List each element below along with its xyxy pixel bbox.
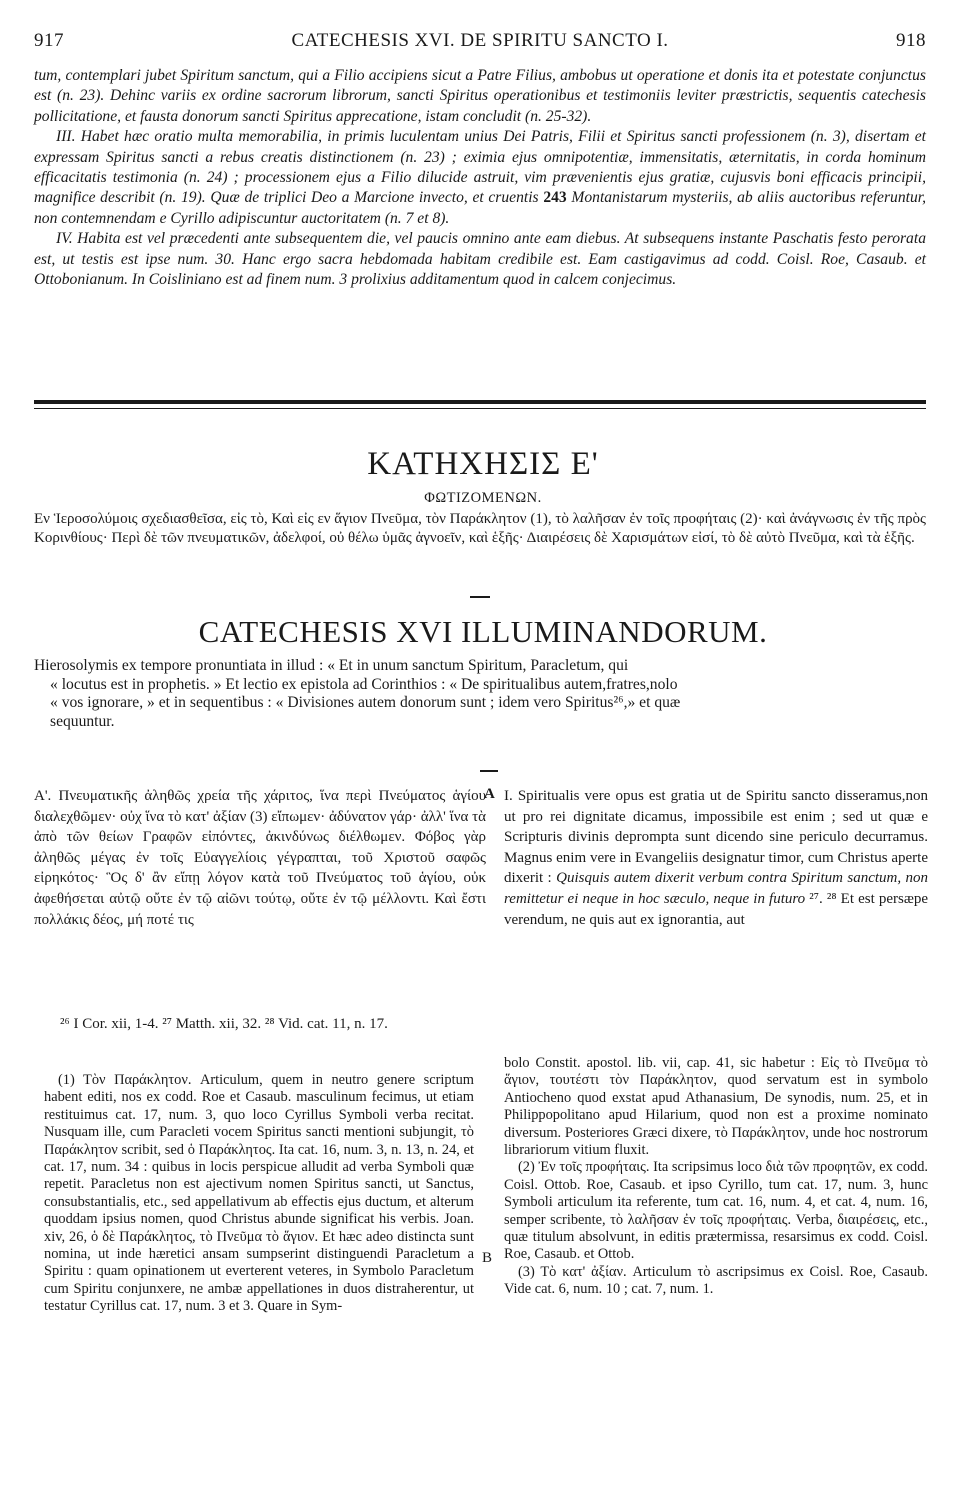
intro-paragraph-3: IV. Habita est vel præcedenti ante subsequentem die, vel paucis omnino ante eam diebus. At subsequens instante Paschatis festo perorata est, ut testis est ipse num. 30. Hanc ergo sacra hebdomada habitam credibile est. Eam castigavimus ad codd. Coisl. Roe, Casaub. et Ottobonianum. In Coisliniano est ad finem num. 3 prolixius additamentum quod in calcem conjecimus.: [34, 230, 926, 289]
latin-lemma: [34, 657, 926, 731]
greek-lemma: Εν Ἱεροσολύμοις σχεδιασθεῖσα, εἰς τὸ, Καὶ εἰς εν ἅγιον Πνεῦμα, τὸν Παράκλητον (1), τὸ λαλῆσαν ἐν τοῖς προφήταις (2)· καὶ ἀνάγνωσις ἐν τῆς πρὸς Κορινθίους· Περὶ δὲ τῶν πνευματικῶν, ἀδελφοί, οὐ θέλω ὑμᾶς ἀγνοεῖν, καὶ ἑξῆς· Διαιρέσεις δὲ Χαρισμάτων εἰσί, τὸ δὲ αὐτὸ Πνεῦμα, καὶ τὰ ἑξῆς.: [34, 511, 926, 546]
note-1: (1) Τὸν Παράκλητον. Articulum, quem in neutro genere scriptum habent editi, nos ex codd. Roe et Casaub. masculinum fecimus, ut etiam restituimus cat. 17, num. 3, quo loco Cyrillus Symboli verba recitat. Nusquam ille, cum Paracleti vocem Spiritus sancti mentioni subjungit, τὸ Παράκλητον scribit, sed ὁ Παράκλητος. Ita cat. 16, num. 3, n. 13, n. 24, et cat. 17, num. 34 : quibus in locis perspicue alludit ad verba Symboli quæ repetit. Paracletus non est ajectivum nomen Spiritus sancti, ut Sanctus, consubstantialis, etc., sed appellativum ab effectis ejus ductum, et alterum quoddam ipsius nomen, quod Christus abunde significat his verbis. Joan. xiv, 26, ὁ δὲ Παράκλητος, τὸ Πνεῦμα τὸ ἅγιον. Et hæc adeo distincta sunt nomina, ut inde hæretici ansam sumpserint distinguendi Paracletum a Spiritu : quam opinationem ut everterent veteres, in Symbolo Paracletum cum Spiritu conjunxere, ne ambæ appellationes in duos distraherentur, ut testatur Cyrillus cat. 17, num. 3 et 3. Quare in Sym-: [44, 1072, 474, 1315]
separator-dash: [480, 770, 498, 772]
latin-title: CATECHESIS XVI ILLUMINANDORUM.: [198, 614, 768, 649]
note-3: (3) Τὸ κατ' ἀξίαν. Articulum τὸ ascripsimus ex Coisl. Roe, Casaub. Vide cat. 6, num. 10 ; cat. 7, num. 1.: [504, 1263, 928, 1298]
note-1-continued: bolo Constit. apostol. lib. vii, cap. 41, sic habetur : Εἰς τὸ Πνεῦμα τὸ ἅγιον, τουτέστι τὸν Παράκλητον, quod servatum est in symbolo Antiocheno quod exstat apud Athanasium, De synodis, num. 25, et in Philippopolitano apud Hilarium, quod non est a proxime nominato diversum. Posteriores Græci dixere, τὸ Παράκλητον, unde hoc nostrorum librariorum vitium fluxit.: [504, 1055, 928, 1159]
intro-paragraph-2-end: Montanistarum mysteriis, ab aliis auctoribus referuntur, non contemnendam e Cyrillo adipiscuntur auctoritatem (n. 7 et 8).: [34, 189, 927, 227]
column-marker-243: 243: [543, 189, 567, 207]
latin-body-text: I. Spiritualis vere opus est gratia ut de Spiritu sancto disseramus,non ut pro rei dignitate dicamus, impossibile est enim ; sed ut quæ e Scripturis divinis deprompta sunt dicendo sine periculo decurramus. Magnus enim vere in Evangeliis designatur timor, cum Christus aperte dixerit :: [504, 788, 928, 887]
greek-body-column: Α'. Πνευματικῆς ἀληθῶς χρεία τῆς χάριτος, ἵνα περὶ Πνεύματος ἁγίου διαλεχθῶμεν· οὐχ ἵνα τὸ κατ' ἀξίαν (3) εἴπωμεν· ἀδύνατον γάρ· ἀλλ' ἵνα τὰ ἀπὸ τῶν θείων Γραφῶν εἰπόντες, ἀκινδύνως διέλθωμεν. Φόβος γὰρ ἀληθῶς μέγας ἐν τοῖς Εὐαγγελίοις γέγραπται, τοῦ Χριστοῦ σαφῶς εἰρηκότος· Ὃς δ' ἂν εἴπῃ λόγον κατὰ τοῦ Πνεύματος τοῦ ἁγίου, οὐκ ἀφεθήσεται αὐτῷ οὔτε ἐν τῷ αἰῶνι τούτῳ, οὔτε ἐν τῷ μέλλοντι. Καὶ ἔστι πολλάκις δέος, μή ποτέ τις: [34, 788, 486, 928]
separator-dash: [470, 596, 490, 598]
intro-paragraph-2: [34, 127, 926, 229]
running-head: [34, 30, 926, 60]
latin-body-quote: Quisquis autem dixerit verbum contra Spiritum sanctum, non remittetur ei neque in hoc sæculo, neque in futuro: [504, 870, 929, 907]
page-number-left: 917: [34, 30, 64, 51]
latin-lemma-line: sequuntur.: [50, 712, 115, 730]
column-marker-b: B: [482, 1250, 493, 1266]
column-marker-a: A: [484, 786, 495, 802]
page-number-right: 918: [896, 30, 926, 51]
note-2: (2) Ἐν τοῖς προφήταις. Ita scripsimus loco διὰ τῶν προφητῶν, ex codd. Coisl. Ottob. Roe, Casaub. et ipso Cyrillo, tum cat. 17, num. 3, hunc Symboli articulum ita referente, tum cat. 16, num. 4, et cat. 4, num. 16, semper scribente, τὸ λαλῆσαν ἐν τοῖς προφήταις. Verba, διαιρέσεις, etc., quæ titulum absolvunt, in editis prætermissa, resarsimus ex codd. Coisl. Roe, Casaub. et Ottob.: [504, 1159, 928, 1263]
introduction-text: [34, 66, 926, 290]
greek-title: ΚΑΤΗΧΗΣΙΣ Ε': [367, 446, 599, 482]
latin-lemma-line: Hierosolymis ex tempore pronuntiata in illud : « Et in unum sanctum Spiritum, Paracletum, qui: [34, 657, 629, 674]
notes-column-left: [44, 1072, 474, 1316]
latin-lemma-line: « vos ignorare, » et in sequentibus : « Divisiones autem donorum sunt ; idem vero Spiritus²⁶,» et quæ: [50, 694, 681, 711]
latin-lemma-line: « locutus est in prophetis. » Et lectio ex epistola ad Corinthios : « De spiritualibus autem,fratres,nolo: [50, 675, 678, 693]
latin-body-column: [504, 786, 928, 930]
intro-paragraph-2-start: III. Habet hæc oratio multa memorabilia, in primis luculentam unius Dei Patris, Filii et Spiritus sancti professionem (n. 3), disertam et expressam Spiritus sancti a rebus creatis distinctionem (n. 23) ; eximia ejus omnipotentiæ, immensitatis, æternitatis, in corda hominum efficacitatis testimonia (n. 24) ; processionem ejus a Filio dilucide astruit, vim prævenientis ejus gratiæ, cujusvis boni efficacis principii, magnifice describit (n. 19). Quæ de triplici Deo a Marcione invecto, et cruentis: [34, 128, 926, 207]
greek-subtitle: ΦΩΤΙΖΟΜΕΝΩΝ.: [424, 490, 542, 506]
running-head-title: CATECHESIS XVI. DE SPIRITU SANCTO I.: [291, 30, 669, 51]
section-divider-thick: [34, 400, 926, 404]
latin-body-text-end: ²⁷. ²⁸ Et est persæpe verendum, ne quis aut ex ignorantia, aut: [504, 890, 928, 928]
footnote-references: ²⁶ I Cor. xii, 1-4. ²⁷ Matth. xii, 32. ²⁸ Vid. cat. 11, n. 17.: [60, 1016, 388, 1032]
intro-paragraph-1: tum, contemplari jubet Spiritum sanctum, qui a Filio accipiens sicut a Patre Filius, ambobus ut operatione et donis ita et potestate conjunctus est (n. 23). Dehinc variis ex ordine sacrorum librorum, sancti Spiritus operationibus et testimoniis leviter præstrictis, sequentis catechesis pollicitatione, et fausta donorum sancti Spiritus apprecatione, istam concludit (n. 25-32).: [34, 67, 926, 125]
section-divider-thin: [34, 408, 926, 409]
notes-column-right: [504, 1055, 928, 1299]
